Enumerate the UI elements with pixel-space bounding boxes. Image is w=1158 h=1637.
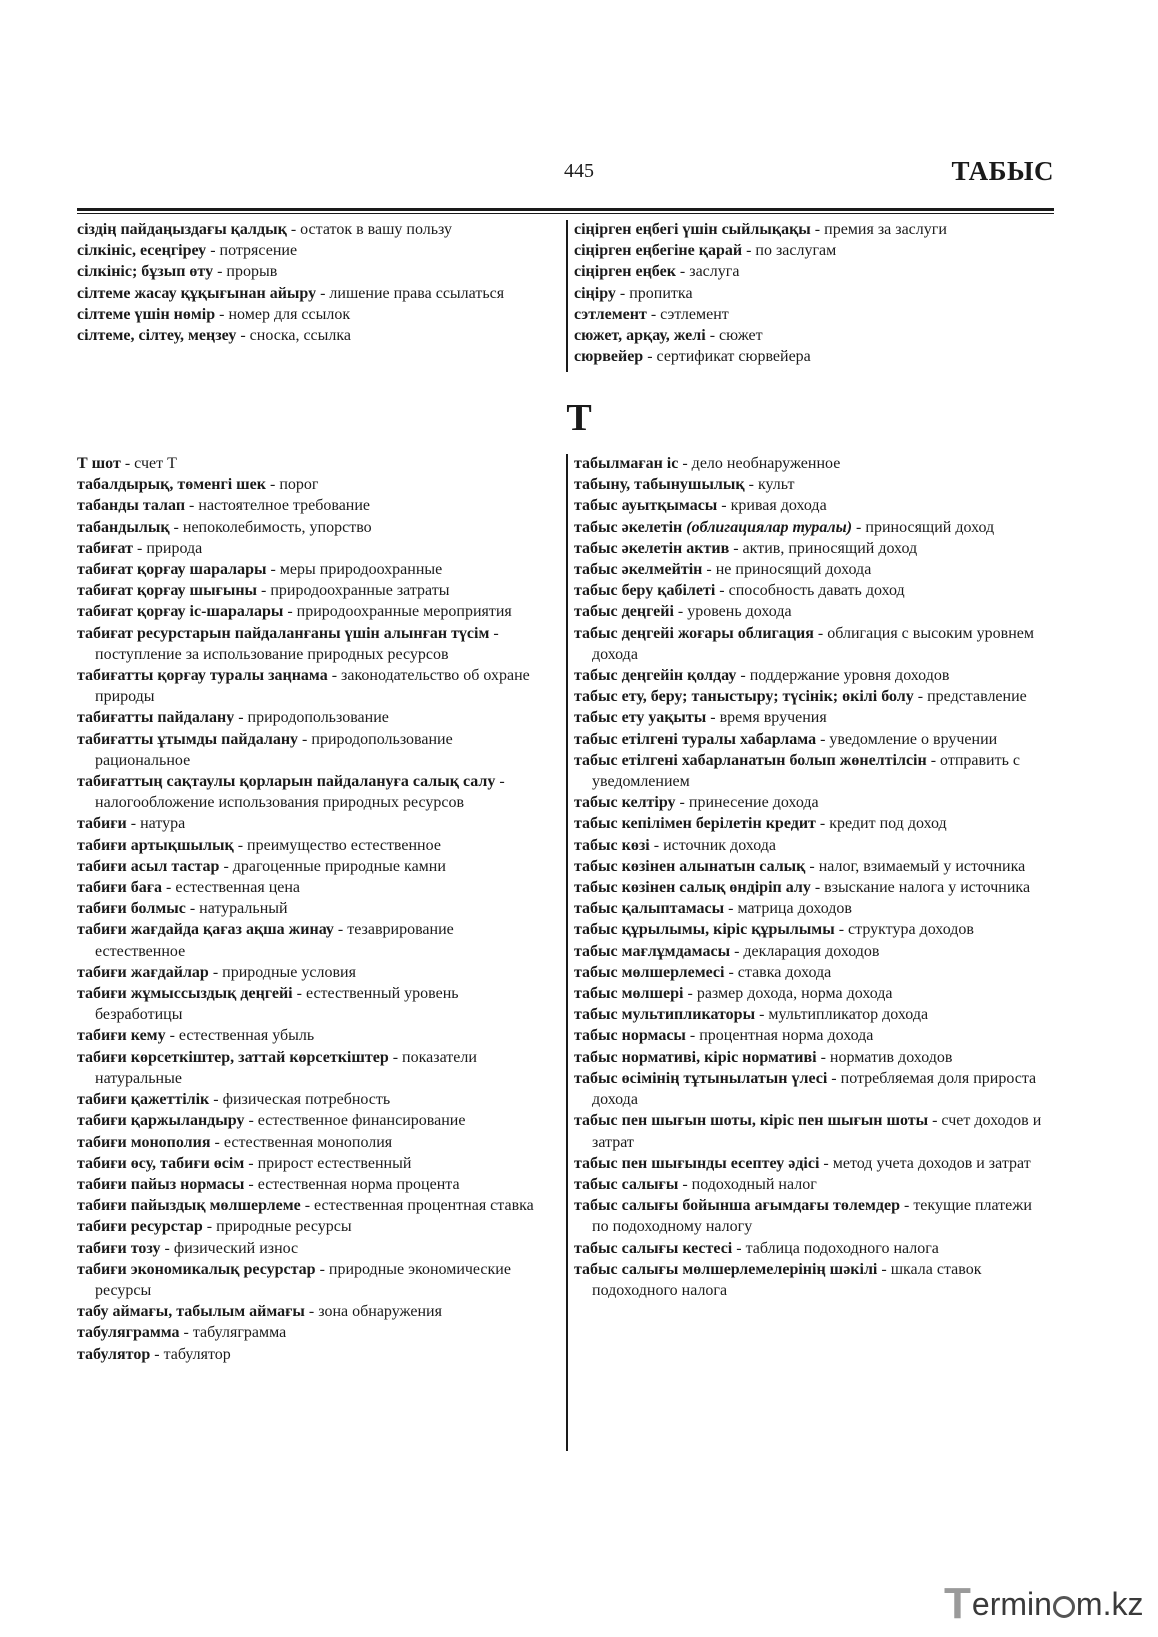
dictionary-entry: табыс ету, беру; таныстыру; түсінік; өкілі болу - представление bbox=[574, 688, 1027, 706]
entry-definition: структура доходов bbox=[848, 921, 974, 939]
entry-term: табиғи тозу bbox=[77, 1239, 161, 1257]
entry-definition: приносящий доход bbox=[865, 518, 995, 536]
entry-definition: по заслугам bbox=[755, 242, 837, 260]
entry-term: табу аймағы, табылым аймағы bbox=[77, 1303, 305, 1321]
main-right-column bbox=[574, 453, 1044, 1301]
entry-term: табыс нормативі, кіріс нормативі bbox=[574, 1048, 817, 1066]
termincom-logo bbox=[944, 1579, 1144, 1628]
dictionary-entry: табиғат - природа bbox=[77, 539, 203, 557]
dictionary-entry: табиғи баға - естественная цена bbox=[77, 879, 301, 897]
entry-term: табиғатты ұтымды пайдалану bbox=[77, 730, 299, 748]
entry-definition: пропитка bbox=[629, 284, 693, 302]
entry-term: табыс ету уақыты bbox=[574, 709, 707, 727]
entry-term: табыс салығы бойынша ағымдағы төлемдер bbox=[574, 1197, 900, 1215]
entry-term: табыс салығы кестесі bbox=[574, 1239, 733, 1257]
entry-definition: сертификат сюрвейера bbox=[656, 348, 811, 366]
entry-definition: декларация доходов bbox=[743, 942, 880, 960]
entry-note: (облигациялар туралы) bbox=[686, 518, 853, 536]
entry-definition: естественная норма процента bbox=[257, 1175, 460, 1193]
column-divider-main bbox=[566, 454, 568, 1451]
entry-definition: счет Т bbox=[134, 455, 177, 472]
entry-term: табиғи артықшылық bbox=[77, 836, 234, 854]
dictionary-entry: табылмаған іс - дело необнаруженное bbox=[574, 455, 841, 472]
entry-definition: природные условия bbox=[222, 963, 356, 981]
entry-term: табиғат bbox=[77, 539, 133, 557]
entry-term: табиғи жағдайда қағаз ақша жинау bbox=[77, 921, 334, 939]
entry-definition: прирост естественный bbox=[257, 1154, 412, 1172]
entry-definition: принесение дохода bbox=[688, 794, 819, 812]
dictionary-entry: табиғатты ұтымды пайдалану - природопользование рациональное bbox=[77, 730, 453, 769]
dictionary-entry: табыс пен шығынды есептеу әдісі - метод учета доходов и затрат bbox=[574, 1154, 1031, 1172]
entry-definition: поступление за использование природных ресурсов bbox=[95, 645, 449, 663]
entry-definition: физический износ bbox=[173, 1239, 299, 1257]
entry-term: табиғи пайыз нормасы bbox=[77, 1175, 245, 1193]
dictionary-entry: табиғи артықшылық - преимущество естественное bbox=[77, 836, 441, 854]
dictionary-entry: табиғи ресурстар - природные ресурсы bbox=[77, 1218, 352, 1236]
entry-definition: дело необнаруженное bbox=[691, 455, 841, 472]
entry-definition: отправить с уведомлением bbox=[592, 751, 1020, 791]
entry-definition: норматив доходов bbox=[829, 1048, 953, 1066]
entry-definition: табулятор bbox=[163, 1345, 231, 1363]
entry-definition: заслуга bbox=[689, 263, 740, 281]
entry-term: табиғи монополия bbox=[77, 1133, 211, 1151]
entry-definition: преимущество естественное bbox=[247, 836, 441, 854]
dictionary-entry: табыс пен шығын шоты, кіріс пен шығын шоты - счет доходов и затрат bbox=[574, 1112, 1042, 1151]
entry-term: табиғи bbox=[77, 815, 127, 833]
dictionary-entry: табиғаттың сақтаулы қорларын пайдалануға салық салу - налогообложение использования природных ресурсов bbox=[77, 773, 505, 812]
dictionary-entry: сілтеме, сілтеу, меңзеу - сноска, ссылка bbox=[77, 327, 352, 345]
logo-c-circle-icon bbox=[1053, 1596, 1075, 1618]
dictionary-entry: сіңірген еңбек - заслуга bbox=[574, 263, 740, 281]
entry-definition: физическая потребность bbox=[222, 1091, 391, 1109]
entry-definition: культ bbox=[757, 476, 795, 494]
dictionary-entry: табыс ету уақыты - время вручения bbox=[574, 709, 827, 727]
entry-definition: мультипликатор дохода bbox=[768, 1006, 929, 1024]
dictionary-entry: табыс қалыптамасы - матрица доходов bbox=[574, 900, 852, 918]
entry-term: табиғаттың сақтаулы қорларын пайдалануға салық салу bbox=[77, 773, 496, 791]
entry-definition: таблица подоходного налога bbox=[745, 1239, 939, 1257]
entry-term: табиғи қажеттілік bbox=[77, 1091, 210, 1109]
entry-term: табиғат қорғау шығыны bbox=[77, 582, 258, 600]
entry-definition: естественное финансирование bbox=[257, 1112, 466, 1130]
entry-definition: тезаврирование естественное bbox=[95, 921, 454, 960]
entry-definition: актив, приносящий доход bbox=[742, 539, 918, 557]
entry-term: табыс мағлұмдамасы bbox=[574, 942, 731, 960]
dictionary-entry: табиғи өсу, табиғи өсім - прирост естественный bbox=[77, 1154, 412, 1172]
dictionary-entry: табиғи - натура bbox=[77, 815, 186, 833]
entry-term: табиғи асыл тастар bbox=[77, 857, 220, 875]
dictionary-entry: табиғи жағдайда қағаз ақша жинау - тезаврирование естественное bbox=[77, 921, 454, 960]
dictionary-entry: табиғи пайыз нормасы - естественная норма процента bbox=[77, 1175, 460, 1193]
dictionary-entry: табыс деңгейі жоғары облигация - облигация с высоким уровнем дохода bbox=[574, 624, 1034, 663]
entry-definition: естественная процентная ставка bbox=[314, 1197, 534, 1215]
entry-term: табиғи өсу, табиғи өсім bbox=[77, 1154, 245, 1172]
entry-definition: законодательство об охране природы bbox=[95, 667, 530, 706]
entry-definition: ставка дохода bbox=[737, 963, 832, 981]
entry-term: табыс нормасы bbox=[574, 1027, 686, 1045]
entry-definition: метод учета доходов и затрат bbox=[832, 1154, 1031, 1172]
entry-term: табыс мультипликаторы bbox=[574, 1006, 756, 1024]
entry-term: табыс әкелетін bbox=[574, 518, 683, 536]
entry-term: Т шот bbox=[77, 455, 121, 472]
entry-definition: природные экономические ресурсы bbox=[95, 1260, 511, 1299]
entry-definition: натуральный bbox=[199, 900, 288, 918]
entry-term: сілтеме, сілтеу, меңзеу bbox=[77, 327, 237, 345]
entry-term: сюжет, арқау, желі bbox=[574, 327, 706, 345]
entry-definition: уровень дохода bbox=[687, 603, 792, 621]
entry-definition: остаток в вашу пользу bbox=[300, 221, 453, 238]
column-divider-top bbox=[566, 220, 568, 372]
entry-definition: прорыв bbox=[226, 263, 278, 281]
entry-term: табандылық bbox=[77, 518, 170, 536]
dictionary-entry: табиғи асыл тастар - драгоценные природные камни bbox=[77, 857, 446, 875]
entry-term: табиғи жұмыссыздық деңгейі bbox=[77, 985, 293, 1003]
top-left-column bbox=[77, 219, 537, 346]
entry-term: табиғи кему bbox=[77, 1027, 166, 1045]
entry-definition: естественная цена bbox=[175, 879, 301, 897]
entry-term: табыс беру қабілеті bbox=[574, 582, 716, 600]
dictionary-entry: табиғи болмыс - натуральный bbox=[77, 900, 288, 918]
entry-definition: природоохранные затраты bbox=[270, 582, 450, 600]
entry-term: табиғи пайыздық мөлшерлеме bbox=[77, 1197, 301, 1215]
entry-term: сіңірген еңбегі үшін сыйлықақы bbox=[574, 221, 811, 238]
entry-definition: потребляемая доля прироста дохода bbox=[592, 1069, 1037, 1109]
entry-definition: природоохранные мероприятия bbox=[296, 603, 512, 621]
dictionary-entry: табыс мөлшерлемесі - ставка дохода bbox=[574, 963, 832, 981]
dictionary-entry: табиғи кему - естественная убыль bbox=[77, 1027, 315, 1045]
dictionary-entry: табыс салығы мөлшерлемелерінің шәкілі - шкала ставок подоходного налога bbox=[574, 1260, 982, 1299]
section-letter: Т bbox=[566, 397, 592, 439]
dictionary-entry: табиғи монополия - естественная монополия bbox=[77, 1133, 393, 1151]
entry-term: табиғи жағдайлар bbox=[77, 963, 209, 981]
dictionary-entry: табыс құрылымы, кіріс құрылымы - структура доходов bbox=[574, 921, 974, 939]
dictionary-entry: сіңіру - пропитка bbox=[574, 284, 693, 302]
entry-term: сілтеме жасау құқығынан айыру bbox=[77, 284, 317, 302]
entry-term: табыс салығы bbox=[574, 1175, 679, 1193]
dictionary-entry: табу аймағы, табылым аймағы - зона обнаружения bbox=[77, 1303, 442, 1321]
dictionary-entry: табыс әкелетін актив - актив, приносящий доход bbox=[574, 539, 918, 557]
dictionary-entry: табыс салығы кестесі - таблица подоходного налога bbox=[574, 1239, 939, 1257]
entry-definition: настоятелное требование bbox=[198, 497, 371, 515]
dictionary-entry: сэтлемент - сэтлемент bbox=[574, 305, 729, 323]
entry-definition: натура bbox=[140, 815, 186, 833]
entry-term: табулятор bbox=[77, 1345, 151, 1363]
dictionary-entry: табыс нормативі, кіріс нормативі - норматив доходов bbox=[574, 1048, 953, 1066]
logo-text-1: ermin bbox=[971, 1585, 1052, 1622]
dictionary-entry: табыс деңгейі - уровень дохода bbox=[574, 603, 792, 621]
entry-term: табыс әкелмейтін bbox=[574, 561, 703, 579]
entry-term: табыс етілгені хабарланатын болып жөнелтілсін bbox=[574, 751, 927, 769]
dictionary-entry: табыс келтіру - принесение дохода bbox=[574, 794, 819, 812]
dictionary-entry: табыс ауытқымасы - кривая дохода bbox=[574, 497, 827, 515]
dictionary-entry: табиғи қажеттілік - физическая потребность bbox=[77, 1091, 391, 1109]
top-right-column bbox=[574, 219, 1044, 367]
entry-definition: представление bbox=[927, 688, 1027, 706]
entry-term: табанды талап bbox=[77, 497, 186, 515]
entry-term: табыс деңгейін қолдау bbox=[574, 667, 737, 685]
entry-term: табиғатты пайдалану bbox=[77, 709, 235, 727]
entry-definition: природные ресурсы bbox=[216, 1218, 352, 1236]
entry-definition: кривая дохода bbox=[730, 497, 827, 515]
entry-definition: непоколебимость, упорство bbox=[182, 518, 372, 536]
entry-definition: сюжет bbox=[719, 327, 763, 345]
dictionary-entry: табыс салығы - подоходный налог bbox=[574, 1175, 817, 1193]
entry-term: табиғат қорғау шаралары bbox=[77, 561, 267, 579]
dictionary-entry: табыс салығы бойынша ағымдағы төлемдер - текущие платежи по подоходному налогу bbox=[574, 1197, 1032, 1236]
entry-term: табыс салығы мөлшерлемелерінің шәкілі bbox=[574, 1260, 878, 1278]
entry-definition: время вручения bbox=[719, 709, 827, 727]
dictionary-entry: табиғи жұмыссыздық деңгейі - естественный уровень безработицы bbox=[77, 985, 459, 1024]
entry-definition: сноска, ссылка bbox=[249, 327, 352, 345]
dictionary-entry: табыну, табынушылық - культ bbox=[574, 476, 795, 494]
entry-definition: номер для ссылок bbox=[228, 305, 351, 323]
dictionary-entry: сіңірген еңбегіне қарай - по заслугам bbox=[574, 242, 837, 260]
entry-term: табиғи қаржыландыру bbox=[77, 1112, 245, 1130]
entry-definition: процентная норма дохода bbox=[699, 1027, 874, 1045]
entry-definition: кредит под доход bbox=[829, 815, 947, 833]
entry-term: табыс көзінен салық өндіріп алу bbox=[574, 879, 811, 897]
header-rule bbox=[77, 208, 1054, 211]
entry-term: табылмаған іс bbox=[574, 455, 679, 472]
entry-term: табалдырық, төменгі шек bbox=[77, 476, 266, 494]
entry-definition: потрясение bbox=[219, 242, 298, 260]
entry-term: табиғи ресурстар bbox=[77, 1218, 203, 1236]
entry-term: сіңірген еңбегіне қарай bbox=[574, 242, 743, 260]
entry-definition: счет доходов и затрат bbox=[592, 1112, 1042, 1151]
running-head: ТАБЫС bbox=[951, 156, 1054, 186]
entry-term: табыс пен шығын шоты, кіріс пен шығын шоты bbox=[574, 1112, 929, 1130]
dictionary-entry: табанды талап - настоятелное требование bbox=[77, 497, 371, 515]
entry-definition: налогообложение использования природных ресурсов bbox=[95, 794, 465, 812]
entry-term: табыс етілгені туралы хабарлама bbox=[574, 730, 817, 748]
dictionary-entry: табыс өсімінің тұтынылатын үлесі - потребляемая доля прироста дохода bbox=[574, 1069, 1037, 1109]
entry-term: табиғат қорғау іс-шаралары bbox=[77, 603, 284, 621]
entry-definition: матрица доходов bbox=[737, 900, 852, 918]
dictionary-entry: сілтеме үшін нөмір - номер для ссылок bbox=[77, 305, 351, 323]
entry-definition: зона обнаружения bbox=[318, 1303, 442, 1321]
entry-term: табиғи баға bbox=[77, 879, 163, 897]
entry-term: табыс өсімінің тұтынылатын үлесі bbox=[574, 1069, 828, 1087]
entry-definition: порог bbox=[279, 476, 319, 494]
entry-definition: шкала ставок подоходного налога bbox=[592, 1260, 982, 1299]
dictionary-entry: табыс көзінен салық өндіріп алу - взыскание налога у источника bbox=[574, 879, 1031, 897]
dictionary-entry: табалдырық, төменгі шек - порог bbox=[77, 476, 319, 494]
entry-definition: размер дохода, норма дохода bbox=[696, 985, 893, 1003]
dictionary-entry: табиғат қорғау іс-шаралары - природоохранные мероприятия bbox=[77, 603, 512, 621]
dictionary-entry: сілкініс, есеңгіреу - потрясение bbox=[77, 242, 298, 260]
entry-term: сюрвейер bbox=[574, 348, 644, 366]
entry-term: сіңіру bbox=[574, 284, 616, 302]
entry-definition: поддержание уровня доходов bbox=[749, 667, 950, 685]
dictionary-entry: табиғи экономикалық ресурстар - природные экономические ресурсы bbox=[77, 1260, 511, 1299]
entry-definition: меры природоохранные bbox=[279, 561, 443, 579]
dictionary-entry: табыс көзі - источник дохода bbox=[574, 836, 776, 854]
dictionary-entry: табиғат ресурстарын пайдаланғаны үшін алынған түсім - поступление за использование природных ресурсов bbox=[77, 624, 499, 663]
dictionary-entry: табиғи жағдайлар - природные условия bbox=[77, 963, 356, 981]
entry-term: табыс ету, беру; таныстыру; түсінік; өкілі болу bbox=[574, 688, 914, 706]
dictionary-entry: табандылық - непоколебимость, упорство bbox=[77, 518, 372, 536]
entry-term: табыс құрылымы, кіріс құрылымы bbox=[574, 921, 835, 939]
entry-term: табиғатты қорғау туралы заңнама bbox=[77, 667, 328, 685]
entry-term: табыс мөлшері bbox=[574, 985, 684, 1003]
entry-definition: естественная убыль bbox=[178, 1027, 315, 1045]
entry-term: сілкініс, есеңгіреу bbox=[77, 242, 207, 260]
entry-definition: способность давать доход bbox=[728, 582, 905, 600]
dictionary-entry: табуляграмма - табуляграмма bbox=[77, 1324, 287, 1342]
entry-term: табыс деңгейі жоғары облигация bbox=[574, 624, 814, 642]
dictionary-entry: табыс кепілімен берілетін кредит - кредит под доход bbox=[574, 815, 947, 833]
dictionary-entry: табулятор - табулятор bbox=[77, 1345, 231, 1363]
entry-term: сілкініс; бұзып өту bbox=[77, 263, 214, 281]
entry-definition: налог, взимаемый у источника bbox=[818, 857, 1026, 875]
entry-term: табиғи көрсеткіштер, заттай көрсеткіштер bbox=[77, 1048, 389, 1066]
entry-definition: источник дохода bbox=[663, 836, 776, 854]
dictionary-entry: табиғат қорғау шаралары - меры природоохранные bbox=[77, 561, 443, 579]
logo-text-2: m.kz bbox=[1075, 1585, 1144, 1622]
dictionary-entry: табыс мультипликаторы - мультипликатор дохода bbox=[574, 1006, 929, 1024]
dictionary-entry: табиғи көрсеткіштер, заттай көрсеткіштер - показатели натуральные bbox=[77, 1048, 477, 1087]
entry-term: табыс қалыптамасы bbox=[574, 900, 725, 918]
entry-term: табуляграмма bbox=[77, 1324, 180, 1342]
entry-term: табыс әкелетін актив bbox=[574, 539, 730, 557]
entry-term: табыс деңгейі bbox=[574, 603, 674, 621]
dictionary-entry: табыс әкелетін (облигациялар туралы) - приносящий доход bbox=[574, 518, 995, 536]
entry-term: сіздің пайдаңыздағы қалдық bbox=[77, 221, 287, 238]
dictionary-entry: табиғи қаржыландыру - естественное финансирование bbox=[77, 1112, 466, 1130]
entry-definition: природопользование bbox=[247, 709, 389, 727]
entry-term: табыс мөлшерлемесі bbox=[574, 963, 725, 981]
dictionary-entry: сюжет, арқау, желі - сюжет bbox=[574, 327, 763, 345]
dictionary-entry: табыс деңгейін қолдау - поддержание уровня доходов bbox=[574, 667, 950, 685]
entry-definition: табуляграмма bbox=[192, 1324, 287, 1342]
dictionary-entry: табыс беру қабілеті - способность давать доход bbox=[574, 582, 905, 600]
dictionary-entry: табыс мөлшері - размер дохода, норма дохода bbox=[574, 985, 893, 1003]
dictionary-entry: сіңірген еңбегі үшін сыйлықақы - премия за заслуги bbox=[574, 221, 947, 238]
entry-term: табыс келтіру bbox=[574, 794, 676, 812]
entry-definition: облигация с высоким уровнем дохода bbox=[592, 624, 1034, 663]
dictionary-entry: сіздің пайдаңыздағы қалдық - остаток в вашу пользу bbox=[77, 221, 453, 238]
dictionary-entry: табиғатты қорғау туралы заңнама - законодательство об охране природы bbox=[77, 667, 530, 706]
entry-definition: лишение права ссылаться bbox=[329, 284, 505, 302]
dictionary-entry: сілтеме жасау құқығынан айыру - лишение права ссылаться bbox=[77, 284, 505, 302]
entry-term: табиғи болмыс bbox=[77, 900, 186, 918]
entry-definition: текущие платежи по подоходному налогу bbox=[592, 1197, 1032, 1236]
dictionary-entry: табиғат қорғау шығыны - природоохранные затраты bbox=[77, 582, 450, 600]
entry-definition: премия за заслуги bbox=[824, 221, 947, 238]
entry-definition: взыскание налога у источника bbox=[824, 879, 1031, 897]
entry-term: табыс ауытқымасы bbox=[574, 497, 718, 515]
dictionary-entry: табыс мағлұмдамасы - декларация доходов bbox=[574, 942, 880, 960]
dictionary-entry: табиғи пайыздық мөлшерлеме - естественная процентная ставка bbox=[77, 1197, 534, 1215]
dictionary-entry: табыс нормасы - процентная норма дохода bbox=[574, 1027, 874, 1045]
entry-term: сіңірген еңбек bbox=[574, 263, 676, 281]
entry-definition: природа bbox=[146, 539, 203, 557]
entry-definition: сэтлемент bbox=[660, 305, 729, 323]
dictionary-entry: табыс етілгені хабарланатын болып жөнелтілсін - отправить с уведомлением bbox=[574, 751, 1020, 791]
entry-term: табыс кепілімен берілетін кредит bbox=[574, 815, 816, 833]
dictionary-entry: табиғи тозу - физический износ bbox=[77, 1239, 299, 1257]
page-number: 445 bbox=[564, 160, 594, 182]
dictionary-entry: табыс әкелмейтін - не приносящий дохода bbox=[574, 561, 872, 579]
entry-definition: не приносящий дохода bbox=[715, 561, 872, 579]
dictionary-entry: Т шот - счет Т bbox=[77, 455, 177, 472]
entry-definition: естественный уровень безработицы bbox=[95, 985, 459, 1024]
entry-term: сэтлемент bbox=[574, 305, 647, 323]
entry-definition: уведомление о вручении bbox=[829, 730, 998, 748]
entry-definition: драгоценные природные камни bbox=[232, 857, 446, 875]
dictionary-entry: сюрвейер - сертификат сюрвейера bbox=[574, 348, 811, 366]
logo-t-letter: T bbox=[944, 1579, 971, 1628]
entry-term: табиғат ресурстарын пайдаланғаны үшін алынған түсім bbox=[77, 624, 490, 642]
entry-definition: естественная монополия bbox=[223, 1133, 393, 1151]
entry-term: табыс пен шығынды есептеу әдісі bbox=[574, 1154, 820, 1172]
entry-term: табыс көзінен алынатын салық bbox=[574, 857, 806, 875]
main-left-column bbox=[77, 453, 547, 1365]
entry-definition: подоходный налог bbox=[691, 1175, 817, 1193]
header-rule-thin bbox=[77, 213, 1054, 214]
entry-term: табыну, табынушылық bbox=[574, 476, 745, 494]
entry-term: сілтеме үшін нөмір bbox=[77, 305, 216, 323]
dictionary-entry: табыс көзінен алынатын салық - налог, взимаемый у источника bbox=[574, 857, 1026, 875]
entry-definition: показатели натуральные bbox=[95, 1048, 477, 1087]
entry-definition: природопользование рациональное bbox=[95, 730, 453, 769]
dictionary-entry: табиғатты пайдалану - природопользование bbox=[77, 709, 389, 727]
entry-term: табиғи экономикалық ресурстар bbox=[77, 1260, 316, 1278]
dictionary-entry: табыс етілгені туралы хабарлама - уведомление о вручении bbox=[574, 730, 998, 748]
dictionary-entry: сілкініс; бұзып өту - прорыв bbox=[77, 263, 278, 281]
entry-term: табыс көзі bbox=[574, 836, 650, 854]
